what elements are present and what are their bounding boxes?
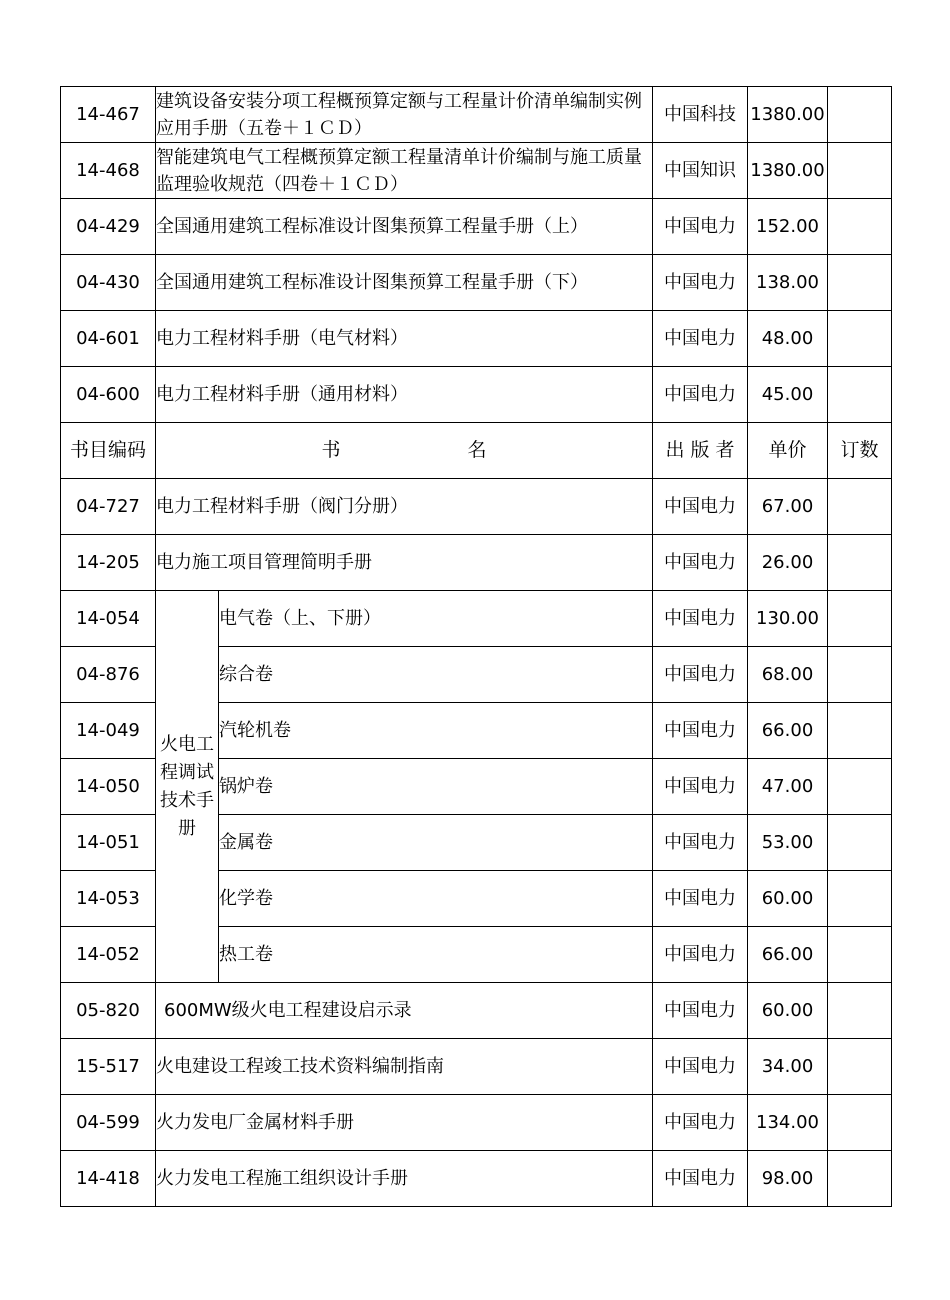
book-code: 04-600 <box>61 367 156 423</box>
table-row <box>61 87 892 143</box>
book-title: 全国通用建筑工程标准设计图集预算工程量手册（下） <box>156 255 653 311</box>
book-publisher: 中国电力 <box>653 815 748 871</box>
book-code: 15-517 <box>61 1039 156 1095</box>
book-publisher: 中国电力 <box>653 591 748 647</box>
book-title: 电力工程材料手册（阀门分册） <box>156 479 653 535</box>
book-title: 全国通用建筑工程标准设计图集预算工程量手册（上） <box>156 199 653 255</box>
book-publisher: 中国电力 <box>653 927 748 983</box>
book-price: 134.00 <box>748 1095 828 1151</box>
book-publisher: 中国电力 <box>653 983 748 1039</box>
book-price: 138.00 <box>748 255 828 311</box>
book-code: 04-876 <box>61 647 156 703</box>
book-title: 火力发电厂金属材料手册 <box>156 1095 653 1151</box>
book-price: 68.00 <box>748 647 828 703</box>
book-code: 04-601 <box>61 311 156 367</box>
book-publisher: 中国电力 <box>653 535 748 591</box>
book-price: 53.00 <box>748 815 828 871</box>
book-title: 热工卷 <box>219 927 653 983</box>
order-quantity-cell[interactable] <box>828 983 892 1039</box>
table-row <box>61 591 892 647</box>
book-title: 600MW级火电工程建设启示录 <box>156 983 653 1039</box>
book-publisher: 中国电力 <box>653 199 748 255</box>
book-publisher: 中国电力 <box>653 703 748 759</box>
book-publisher: 中国电力 <box>653 311 748 367</box>
book-title: 电力工程材料手册（电气材料） <box>156 311 653 367</box>
book-price: 60.00 <box>748 983 828 1039</box>
book-price: 60.00 <box>748 871 828 927</box>
order-quantity-cell[interactable] <box>828 87 892 143</box>
book-price: 66.00 <box>748 703 828 759</box>
book-price: 152.00 <box>748 199 828 255</box>
header-order: 订数 <box>828 423 892 479</box>
book-price: 67.00 <box>748 479 828 535</box>
book-price: 45.00 <box>748 367 828 423</box>
order-quantity-cell[interactable] <box>828 759 892 815</box>
table-row <box>61 1151 892 1207</box>
order-quantity-cell[interactable] <box>828 255 892 311</box>
book-title: 锅炉卷 <box>219 759 653 815</box>
order-quantity-cell[interactable] <box>828 871 892 927</box>
book-price: 1380.00 <box>748 143 828 199</box>
book-code: 14-050 <box>61 759 156 815</box>
book-publisher: 中国电力 <box>653 367 748 423</box>
book-code: 14-054 <box>61 591 156 647</box>
order-quantity-cell[interactable] <box>828 1095 892 1151</box>
book-code: 14-051 <box>61 815 156 871</box>
order-quantity-cell[interactable] <box>828 535 892 591</box>
table-row <box>61 367 892 423</box>
book-price: 1380.00 <box>748 87 828 143</box>
book-price: 26.00 <box>748 535 828 591</box>
book-code: 14-052 <box>61 927 156 983</box>
order-quantity-cell[interactable] <box>828 199 892 255</box>
book-publisher: 中国电力 <box>653 1151 748 1207</box>
book-price: 48.00 <box>748 311 828 367</box>
table-row <box>61 199 892 255</box>
book-title: 火电建设工程竣工技术资料编制指南 <box>156 1039 653 1095</box>
header-title <box>156 423 653 479</box>
book-title: 建筑设备安装分项工程概预算定额与工程量计价清单编制实例应用手册（五卷＋１ＣＤ） <box>156 87 653 143</box>
table-row <box>61 535 892 591</box>
book-title: 综合卷 <box>219 647 653 703</box>
book-price: 34.00 <box>748 1039 828 1095</box>
order-quantity-cell[interactable] <box>828 647 892 703</box>
order-quantity-cell[interactable] <box>828 703 892 759</box>
table-row <box>61 983 892 1039</box>
book-code: 14-053 <box>61 871 156 927</box>
series-name: 火电工程调试技术手册 <box>156 591 219 983</box>
book-publisher: 中国知识 <box>653 143 748 199</box>
order-quantity-cell[interactable] <box>828 311 892 367</box>
order-quantity-cell[interactable] <box>828 927 892 983</box>
book-publisher: 中国电力 <box>653 871 748 927</box>
book-title: 电力工程材料手册（通用材料） <box>156 367 653 423</box>
book-publisher: 中国电力 <box>653 1039 748 1095</box>
book-publisher: 中国科技 <box>653 87 748 143</box>
book-title: 电气卷（上、下册） <box>219 591 653 647</box>
book-price: 66.00 <box>748 927 828 983</box>
book-code: 14-205 <box>61 535 156 591</box>
table-header-row <box>61 423 892 479</box>
book-code: 04-599 <box>61 1095 156 1151</box>
table-row <box>61 143 892 199</box>
order-quantity-cell[interactable] <box>828 479 892 535</box>
book-title: 化学卷 <box>219 871 653 927</box>
book-code: 04-430 <box>61 255 156 311</box>
order-quantity-cell[interactable] <box>828 367 892 423</box>
header-price: 单价 <box>748 423 828 479</box>
book-title: 电力施工项目管理简明手册 <box>156 535 653 591</box>
book-code: 14-468 <box>61 143 156 199</box>
book-publisher: 中国电力 <box>653 1095 748 1151</box>
book-code: 04-727 <box>61 479 156 535</box>
book-publisher: 中国电力 <box>653 647 748 703</box>
book-publisher: 中国电力 <box>653 759 748 815</box>
header-publisher: 出 版 者 <box>653 423 748 479</box>
book-title: 智能建筑电气工程概预算定额工程量清单计价编制与施工质量监理验收规范（四卷＋１ＣＤ） <box>156 143 653 199</box>
table-row <box>61 255 892 311</box>
book-publisher: 中国电力 <box>653 479 748 535</box>
header-code: 书目编码 <box>61 423 156 479</box>
header-title-left: 书 <box>321 439 341 461</box>
book-code: 04-429 <box>61 199 156 255</box>
book-price: 130.00 <box>748 591 828 647</box>
order-quantity-cell[interactable] <box>828 591 892 647</box>
header-title-right: 名 <box>467 439 487 461</box>
book-title: 火力发电工程施工组织设计手册 <box>156 1151 653 1207</box>
table-row <box>61 1095 892 1151</box>
book-publisher: 中国电力 <box>653 255 748 311</box>
order-quantity-cell[interactable] <box>828 1039 892 1095</box>
order-quantity-cell[interactable] <box>828 143 892 199</box>
book-price: 98.00 <box>748 1151 828 1207</box>
order-quantity-cell[interactable] <box>828 1151 892 1207</box>
table-row <box>61 1039 892 1095</box>
order-quantity-cell[interactable] <box>828 815 892 871</box>
book-code: 05-820 <box>61 983 156 1039</box>
book-code: 14-418 <box>61 1151 156 1207</box>
table-row <box>61 479 892 535</box>
book-catalog-table <box>60 86 892 1207</box>
book-title: 金属卷 <box>219 815 653 871</box>
book-code: 14-049 <box>61 703 156 759</box>
book-title: 汽轮机卷 <box>219 703 653 759</box>
book-price: 47.00 <box>748 759 828 815</box>
table-row <box>61 311 892 367</box>
book-code: 14-467 <box>61 87 156 143</box>
